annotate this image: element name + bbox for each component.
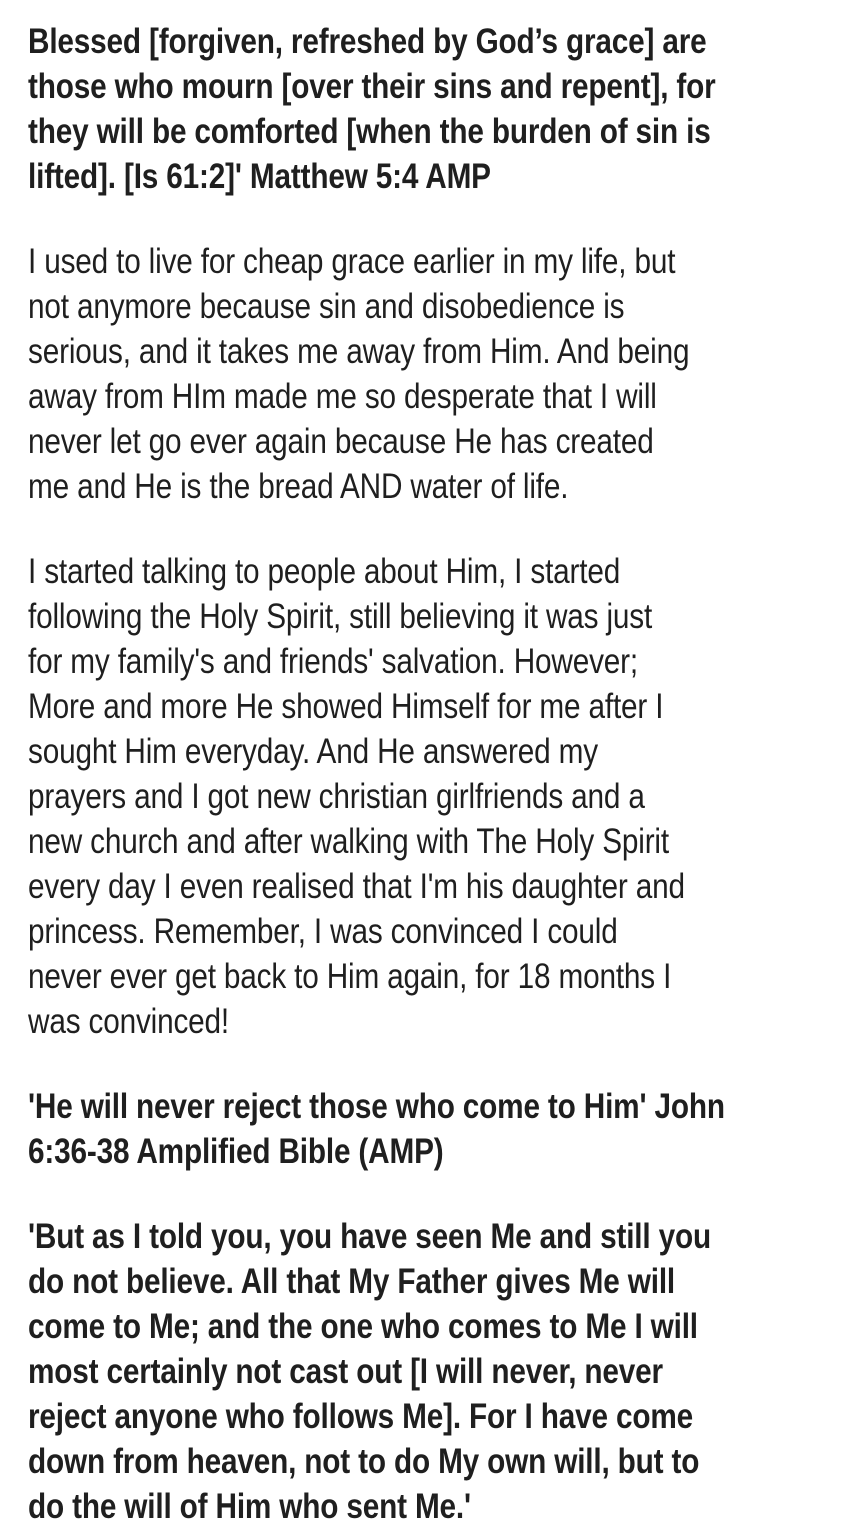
text-line: sought Him everyday. And He answered my — [28, 732, 598, 771]
text-line: new church and after walking with The Holy Spirit — [28, 822, 669, 861]
text-line: most certainly not cast out [I will never, never — [28, 1352, 663, 1391]
text-line: following the Holy Spirit, still believing it was just — [28, 597, 653, 636]
text-line: never ever get back to Him again, for 18 months I — [28, 957, 672, 996]
testimony-paragraph-1 — [28, 239, 722, 509]
text-line: down from heaven, not to do My own will, but to — [28, 1442, 700, 1481]
text-line: do the will of Him who sent Me.' — [28, 1487, 471, 1526]
text-line: I used to live for cheap grace earlier in my life, but — [28, 242, 676, 281]
text-line: prayers and I got new christian girlfriends and a — [28, 777, 645, 816]
text-line: never let go ever again because He has created — [28, 422, 654, 461]
text-line: every day I even realised that I'm his daughter and — [28, 867, 685, 906]
text-line: they will be comforted [when the burden of sin is — [28, 112, 711, 151]
testimony-paragraph-2 — [28, 549, 722, 1044]
text-line: not anymore because sin and disobedience is — [28, 287, 625, 326]
scripture-quote-john — [28, 1214, 722, 1529]
text-line: away from HIm made me so desperate that I will — [28, 377, 657, 416]
text-line: do not believe. All that My Father gives Me will — [28, 1262, 676, 1301]
text-line: reject anyone who follows Me]. For I have come — [28, 1397, 694, 1436]
text-line: 'But as I told you, you have seen Me and still you — [28, 1217, 711, 1256]
text-line: for my family's and friends' salvation. However; — [28, 642, 639, 681]
text-line: I started talking to people about Him, I started — [28, 552, 621, 591]
text-line: 6:36-38 Amplified Bible (AMP) — [28, 1132, 444, 1171]
scripture-reference-john — [28, 1084, 725, 1174]
text-line: Blessed [forgiven, refreshed by God’s grace] are — [28, 22, 707, 61]
text-line: 'He will never reject those who come to Him' John — [28, 1087, 725, 1126]
scripture-quote-matthew — [28, 19, 722, 199]
text-line: come to Me; and the one who comes to Me I will — [28, 1307, 698, 1346]
text-line: serious, and it takes me away from Him. And being — [28, 332, 690, 371]
text-line: More and more He showed Himself for me after I — [28, 687, 664, 726]
text-line: those who mourn [over their sins and repent], for — [28, 67, 716, 106]
text-line: princess. Remember, I was convinced I could — [28, 912, 618, 951]
text-line: was convinced! — [28, 1002, 230, 1041]
text-line: lifted]. [Is 61:2]' Matthew 5:4 AMP — [28, 157, 491, 196]
text-line: me and He is the bread AND water of life. — [28, 467, 569, 506]
